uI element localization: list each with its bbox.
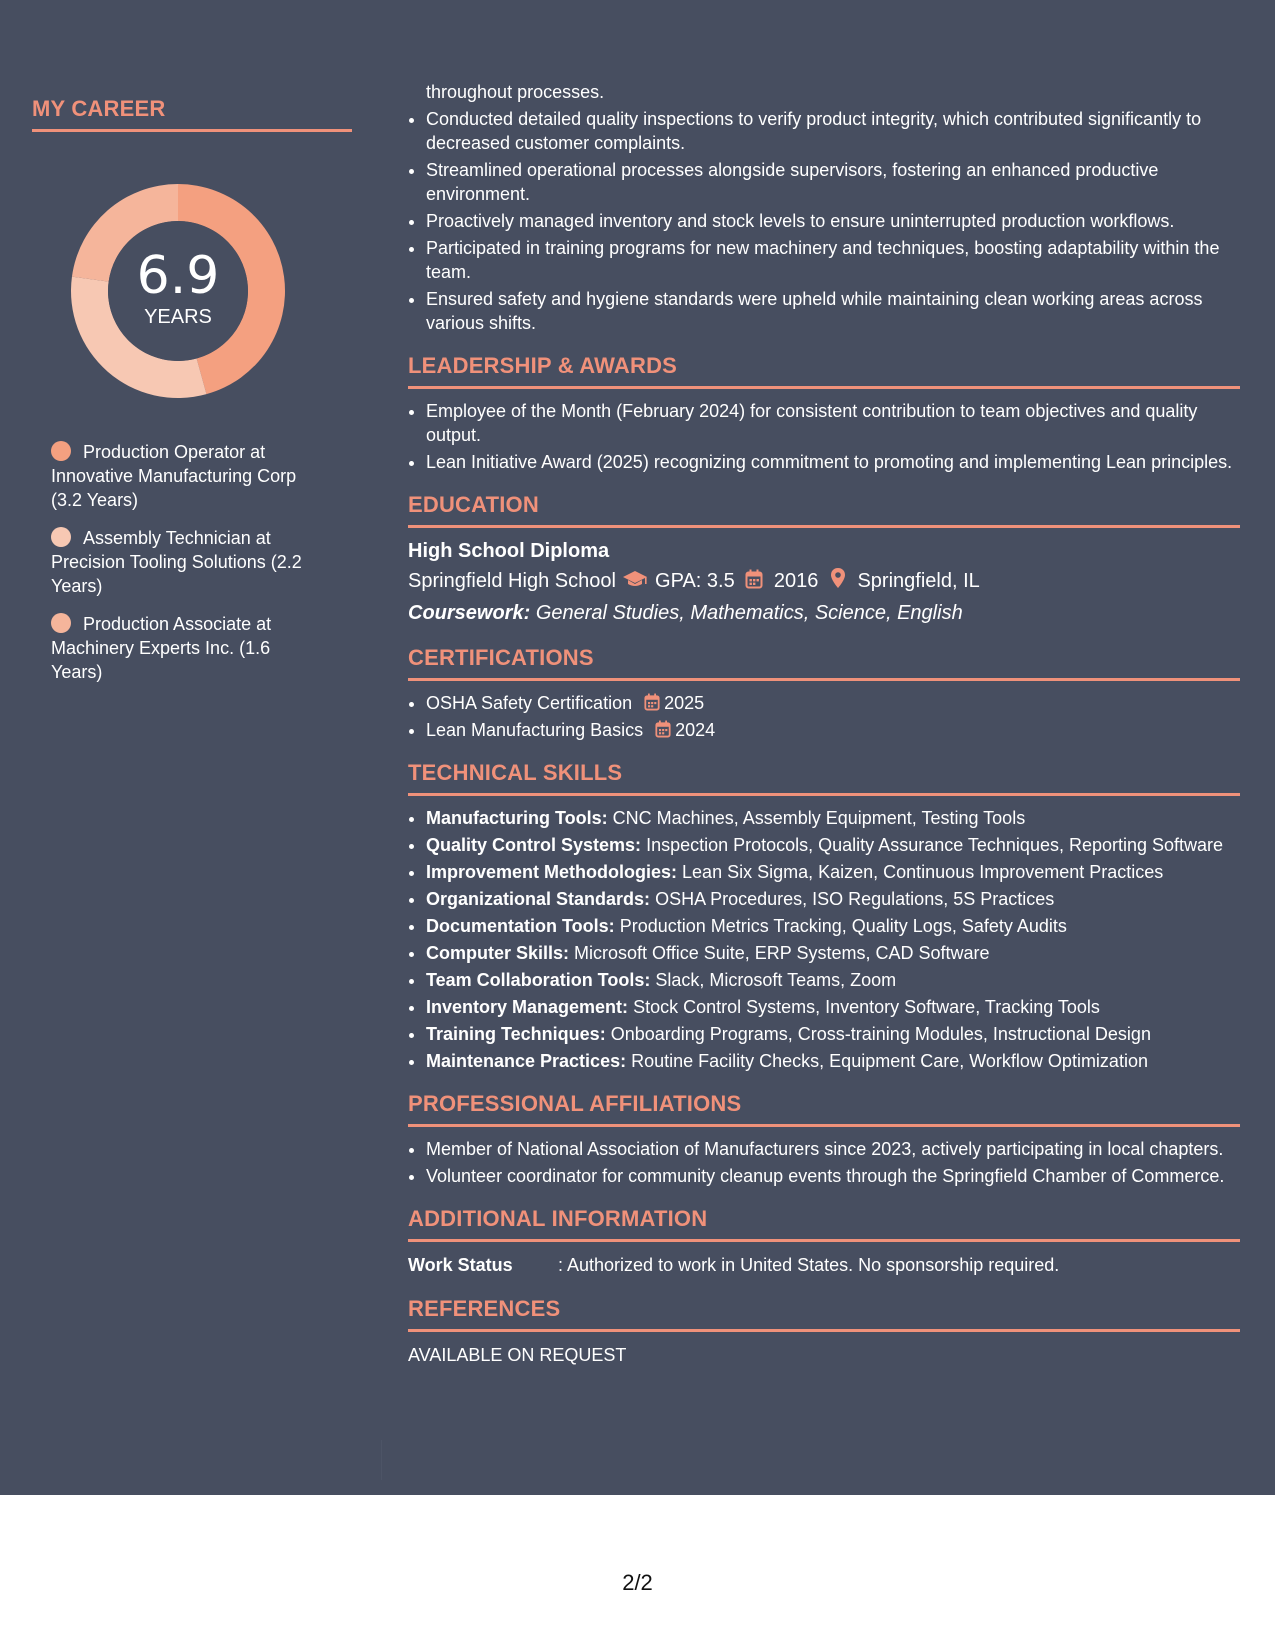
references-section (408, 1296, 1240, 1368)
certification-name: OSHA Safety Certification (426, 693, 633, 713)
education-degree: High School Diploma (408, 540, 610, 562)
skill-item (426, 995, 1240, 1019)
skill-value: Slack, Microsoft Teams, Zoom (655, 970, 897, 990)
career-sidebar (32, 96, 352, 698)
skill-item (426, 833, 1240, 857)
work-status-row (408, 1252, 1240, 1278)
education-coursework (408, 599, 1240, 627)
education-section (408, 492, 1240, 627)
total-years-value: 6.9 (136, 246, 220, 306)
certifications-title: CERTIFICATIONS (408, 645, 1240, 681)
calendar-icon (643, 720, 675, 740)
legend-dot-icon (51, 527, 71, 547)
skill-label: Quality Control Systems: (426, 835, 642, 855)
skill-label: Organizational Standards: (426, 889, 651, 909)
skill-label: Computer Skills: (426, 943, 570, 963)
references-text: AVAILABLE ON REQUEST (408, 1345, 627, 1365)
legend-dot-icon (51, 613, 71, 633)
affiliations-list (408, 1137, 1240, 1188)
career-title: MY CAREER (32, 96, 352, 132)
career-donut-chart (63, 176, 293, 406)
skill-label: Team Collaboration Tools: (426, 970, 651, 990)
skill-item (426, 887, 1240, 911)
career-legend-item (51, 440, 321, 512)
calendar-icon (740, 569, 768, 597)
skill-label: Training Techniques: (426, 1024, 606, 1044)
skill-label: Improvement Methodologies: (426, 862, 678, 882)
page-number: 2/2 (622, 1570, 653, 1595)
legend-dot-icon (51, 441, 71, 461)
experience-bullet: • Conducted detailed quality inspections to verify product integrity, which contributed significantly to decreased customer complaints. (426, 107, 1240, 155)
education-title: EDUCATION (408, 492, 1240, 528)
education-school: Springfield High School (408, 570, 616, 592)
education-location: Springfield, IL (857, 570, 980, 592)
career-legend-text: Production Associate at Machinery Experts Inc. (1.6 Years) (51, 614, 272, 682)
experience-section (408, 80, 1240, 335)
coursework-value: General Studies, Mathematics, Science, English (535, 602, 963, 624)
skill-label: Maintenance Practices: (426, 1051, 627, 1071)
donut-center (63, 248, 293, 330)
skill-item (426, 1049, 1240, 1073)
skill-item (426, 914, 1240, 938)
references-title: REFERENCES (408, 1296, 1240, 1332)
career-legend-item (51, 526, 321, 598)
certification-year: 2025 (664, 693, 705, 713)
work-status-label: Work Status (408, 1255, 513, 1275)
affiliation-item: • Member of National Association of Manufacturers since 2023, actively participating in local chapters. (426, 1137, 1240, 1161)
skill-item (426, 806, 1240, 830)
calendar-icon (632, 693, 664, 713)
skill-label: Manufacturing Tools: (426, 808, 608, 828)
skill-value: Microsoft Office Suite, ERP Systems, CAD Software (574, 943, 990, 963)
affiliations-title: PROFESSIONAL AFFILIATIONS (408, 1091, 1240, 1127)
career-legend-text: Assembly Technician at Precision Tooling Solutions (2.2 Years) (51, 528, 302, 596)
skill-value: OSHA Procedures, ISO Regulations, 5S Practices (655, 889, 1055, 909)
location-pin-icon (824, 567, 852, 597)
skill-item (426, 860, 1240, 884)
education-year: 2016 (773, 570, 819, 592)
leadership-section (408, 353, 1240, 474)
skill-label: Documentation Tools: (426, 916, 615, 936)
career-legend-item (51, 612, 321, 684)
affiliations-section (408, 1091, 1240, 1188)
skill-value: Inspection Protocols, Quality Assurance Techniques, Reporting Software (646, 835, 1224, 855)
career-legend-text: Production Operator at Innovative Manufacturing Corp (3.2 Years) (51, 442, 297, 510)
skill-label: Inventory Management: (426, 997, 629, 1017)
certification-year: 2024 (675, 720, 716, 740)
experience-bullet: • Proactively managed inventory and stock levels to ensure uninterrupted production workflows. (426, 209, 1240, 233)
total-years-label: YEARS (144, 306, 212, 328)
graduation-cap-icon (621, 569, 649, 597)
skill-value: Stock Control Systems, Inventory Software, Tracking Tools (633, 997, 1100, 1017)
skill-value: Onboarding Programs, Cross-training Modules, Instructional Design (610, 1024, 1151, 1044)
skill-value: Lean Six Sigma, Kaizen, Continuous Improvement Practices (682, 862, 1164, 882)
skill-item (426, 1022, 1240, 1046)
education-meta (408, 567, 1240, 597)
skill-value: Routine Facility Checks, Equipment Care, Workflow Optimization (631, 1051, 1148, 1071)
certification-item (426, 691, 1240, 715)
certification-name: Lean Manufacturing Basics (426, 720, 644, 740)
experience-bullet: • Participated in training programs for new machinery and techniques, boosting adaptability within the team. (426, 236, 1240, 284)
experience-continuation: throughout processes. (426, 82, 605, 102)
career-legend (51, 440, 321, 684)
certification-item (426, 718, 1240, 742)
additional-section (408, 1206, 1240, 1278)
leadership-item: • Employee of the Month (February 2024) for consistent contribution to team objectives and quality output. (426, 399, 1240, 447)
column-divider (381, 1440, 382, 1480)
certifications-section (408, 645, 1240, 742)
leadership-item: • Lean Initiative Award (2025) recognizing commitment to promoting and implementing Lean principles. (426, 450, 1240, 474)
skill-item (426, 941, 1240, 965)
skills-list (408, 806, 1240, 1073)
leadership-list (408, 399, 1240, 474)
experience-bullet: • Streamlined operational processes alongside supervisors, fostering an enhanced productive environment. (426, 158, 1240, 206)
coursework-label: Coursework: (408, 602, 531, 624)
skills-section (408, 760, 1240, 1073)
certifications-list (408, 691, 1240, 742)
additional-title: ADDITIONAL INFORMATION (408, 1206, 1240, 1242)
main-content (408, 80, 1240, 1368)
work-status-value: : Authorized to work in United States. No sponsorship required. (558, 1255, 1060, 1275)
experience-bullet: • Ensured safety and hygiene standards were upheld while maintaining clean working areas across various shifts. (426, 287, 1240, 335)
affiliation-item: • Volunteer coordinator for community cleanup events through the Springfield Chamber of Commerce. (426, 1164, 1240, 1188)
experience-bullets (408, 107, 1240, 335)
skill-item (426, 968, 1240, 992)
skill-value: CNC Machines, Assembly Equipment, Testing Tools (612, 808, 1026, 828)
education-gpa: GPA: 3.5 (655, 570, 735, 592)
leadership-title: LEADERSHIP & AWARDS (408, 353, 1240, 389)
skill-value: Production Metrics Tracking, Quality Logs, Safety Audits (619, 916, 1067, 936)
skills-title: TECHNICAL SKILLS (408, 760, 1240, 796)
